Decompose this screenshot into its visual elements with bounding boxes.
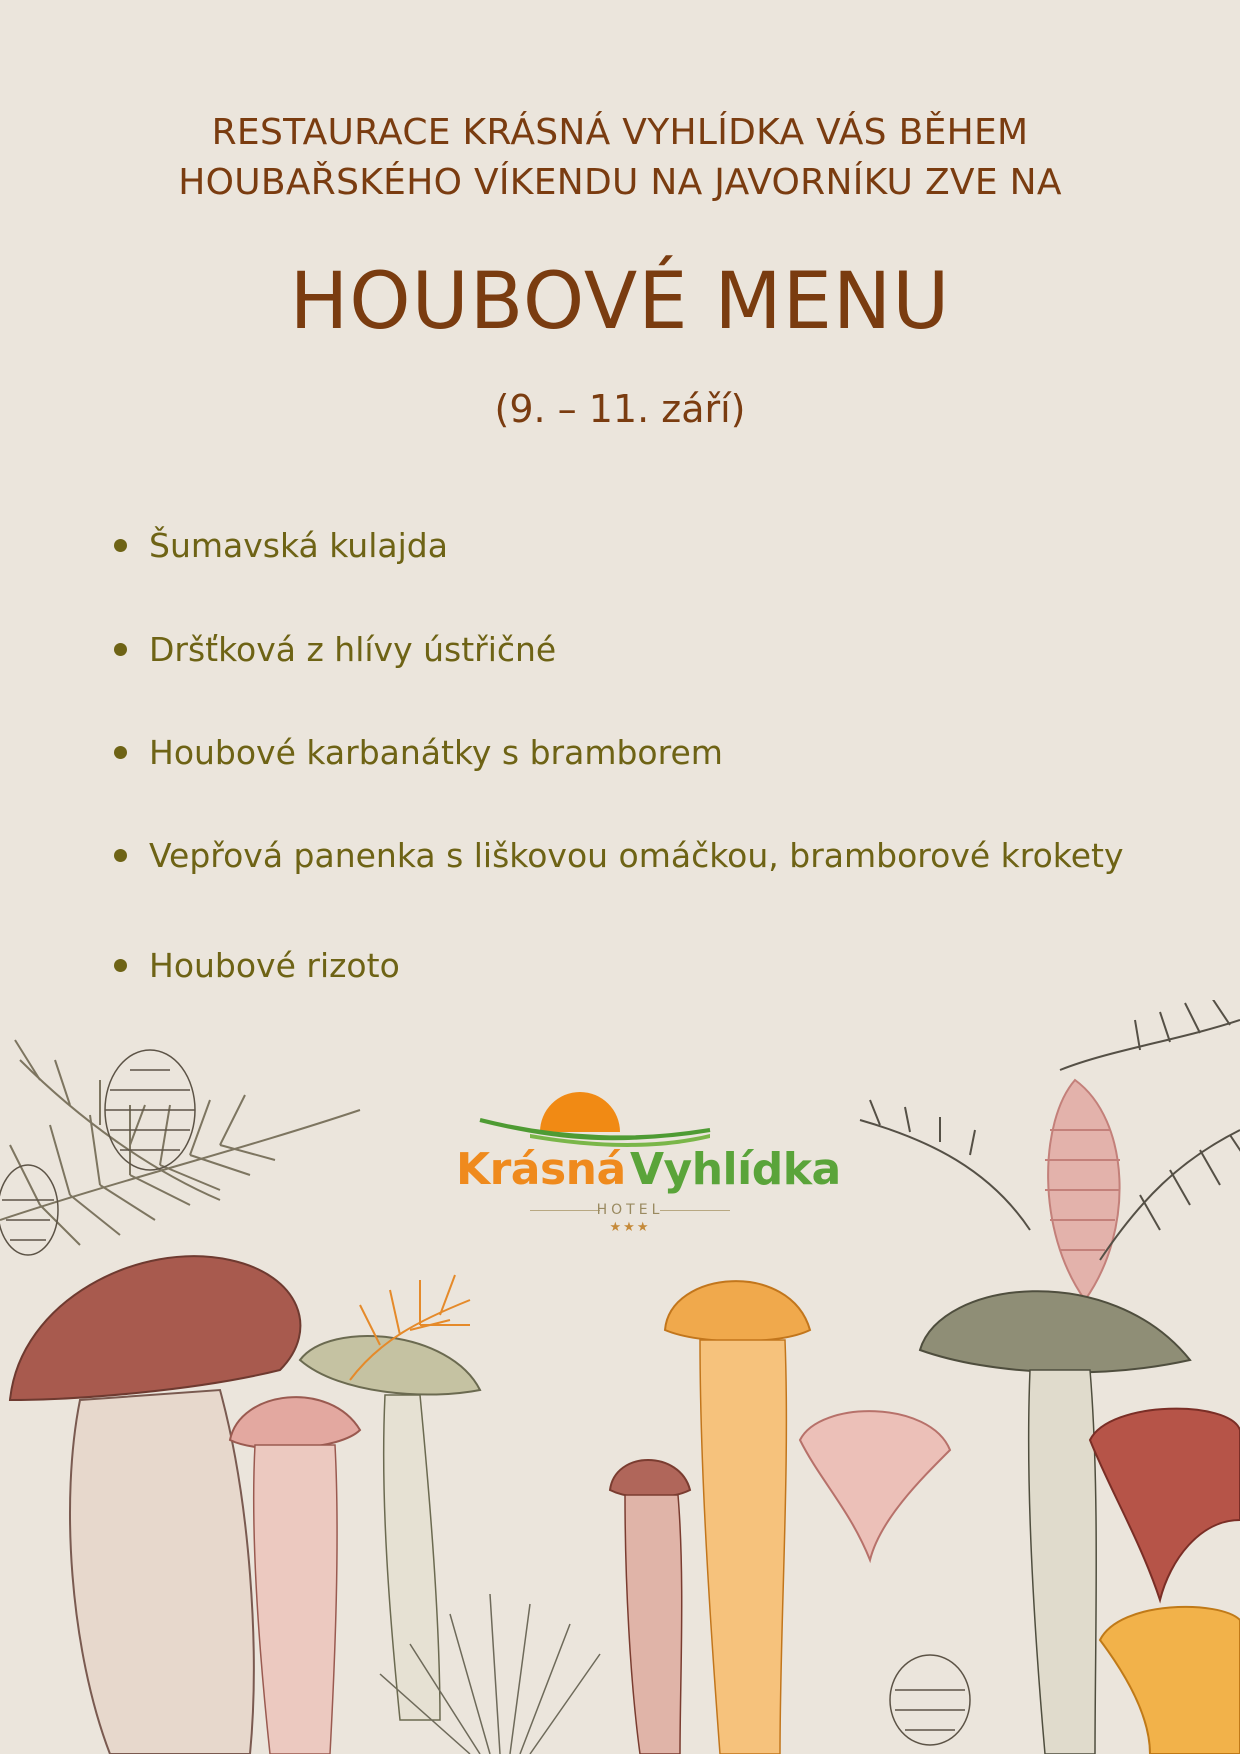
hotel-logo	[440, 1072, 841, 1242]
yellow-chanterelle-icon	[1100, 1607, 1240, 1754]
bullet-icon	[114, 746, 127, 759]
invitation-text	[0, 108, 1240, 208]
menu-item	[110, 624, 556, 674]
pink-cone-icon	[1045, 1080, 1120, 1300]
menu-item-label: Vepřová panenka s liškovou omáčkou, bramborové krokety	[149, 835, 1124, 875]
menu-item-label: Dršťková z hlívy ústřičné	[149, 629, 557, 669]
event-dates: (9. – 11. září)	[494, 387, 746, 431]
logo-stars: ★★★	[609, 1220, 651, 1235]
red-chanterelle-icon	[1090, 1409, 1240, 1600]
invitation-line-2: HOUBAŘSKÉHO VÍKENDU NA JAVORNÍKU ZVE NA	[178, 162, 1062, 203]
menu-item-label: Houbové karbanátky s bramborem	[149, 732, 723, 772]
invitation-line-1: RESTAURACE KRÁSNÁ VYHLÍDKA VÁS BĚHEM	[211, 112, 1029, 153]
menu-item-label: Houbové rizoto	[149, 945, 400, 985]
bullet-icon	[114, 849, 127, 862]
menu-item	[110, 727, 723, 777]
bullet-icon	[114, 959, 127, 972]
brown-mushroom-icon	[610, 1460, 690, 1754]
bottom-cone-icon	[890, 1655, 970, 1745]
sunrise-logo-icon	[440, 1072, 820, 1152]
menu-item	[110, 940, 400, 990]
pine-cone-icon	[105, 1050, 195, 1170]
bullet-icon	[114, 643, 127, 656]
menu-item	[110, 520, 448, 570]
logo-word-krasna: Krásná	[456, 1144, 626, 1195]
pink-chanterelle-icon	[800, 1411, 950, 1560]
logo-subtitle: HOTEL	[596, 1202, 664, 1218]
pine-branch-left-icon	[0, 1040, 360, 1245]
menu-item-label: Šumavská kulajda	[149, 525, 448, 565]
orange-mushroom-icon	[665, 1281, 810, 1754]
menu-item	[110, 830, 1123, 880]
bullet-icon	[114, 539, 127, 552]
logo-word-vyhlidka: Vyhlídka	[630, 1144, 841, 1195]
page-title: HOUBOVÉ MENU	[289, 257, 951, 347]
